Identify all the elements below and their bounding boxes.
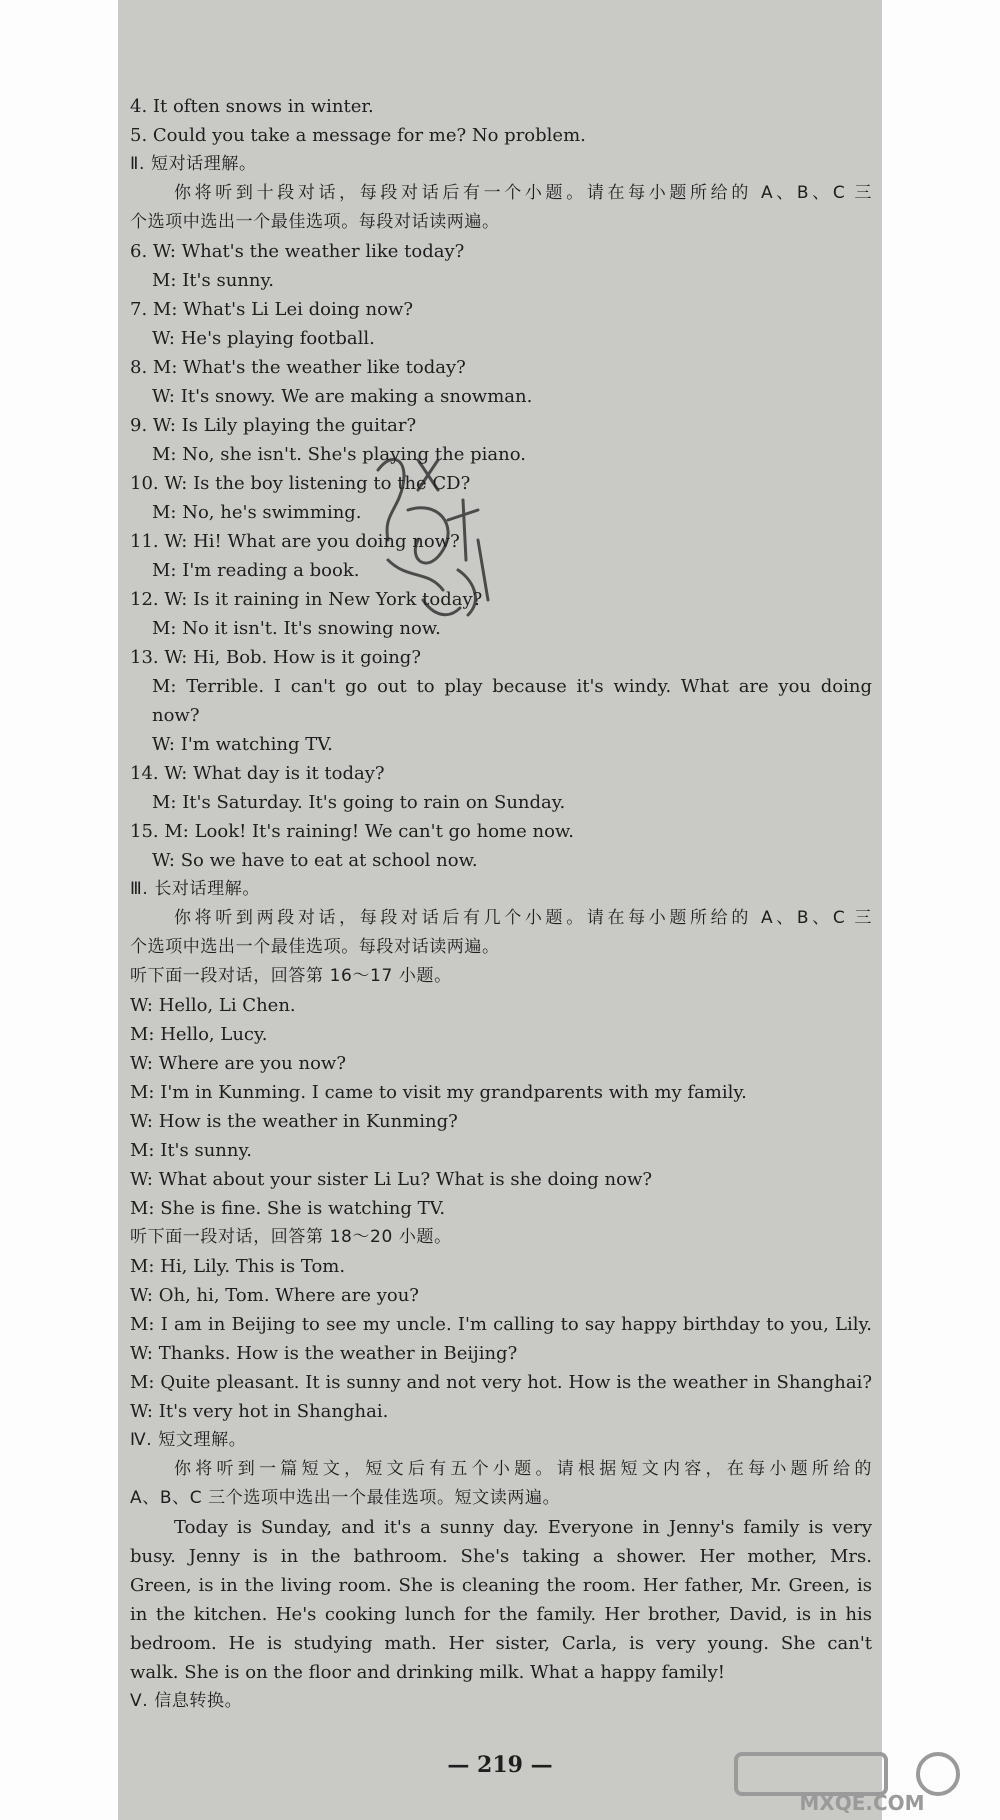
text-line: M: No, she isn't. She's playing the piano.: [152, 444, 526, 465]
text-line: Ⅳ. 短文理解。: [130, 1430, 247, 1450]
text-line: M: Quite pleasant. It is sunny and not very hot. How is the weather in Shanghai?: [130, 1372, 872, 1393]
text-line: 你将听到一篇短文，短文后有五个小题。请根据短文内容，在每小题所给的: [174, 1459, 872, 1479]
text-line: M: I am in Beijing to see my uncle. I'm calling to say happy birthday to you, Lily.: [130, 1314, 872, 1335]
text-line: Ⅴ. 信息转换。: [130, 1691, 243, 1711]
text-line: W: It's very hot in Shanghai.: [130, 1401, 389, 1422]
text-line: W: Oh, hi, Tom. Where are you?: [130, 1285, 419, 1306]
text-line: W: Thanks. How is the weather in Beijing?: [130, 1343, 518, 1364]
text-line: Green, is in the living room. She is cleaning the room. Her father, Mr. Green, is: [130, 1575, 872, 1596]
text-line: M: She is fine. She is watching TV.: [130, 1198, 446, 1219]
text-line: W: He's playing football.: [152, 328, 375, 349]
text-line: M: I'm reading a book.: [152, 560, 360, 581]
text-line: M: I'm in Kunming. I came to visit my grandparents with my family.: [130, 1082, 747, 1103]
text-line: 你将听到两段对话，每段对话后有几个小题。请在每小题所给的 A、B、C 三: [174, 908, 872, 928]
text-line: in the kitchen. He's cooking lunch for the family. Her brother, David, is in his: [130, 1604, 872, 1625]
text-line: busy. Jenny is in the bathroom. She's taking a shower. Her mother, Mrs.: [130, 1546, 872, 1567]
text-line: W: How is the weather in Kunming?: [130, 1111, 458, 1132]
text-line: M: No it isn't. It's snowing now.: [152, 618, 441, 639]
left-margin-strip: [0, 0, 118, 1820]
page-text: [130, 92, 872, 1716]
text-line: M: No, he's swimming.: [152, 502, 362, 523]
text-line: M: Hello, Lucy.: [130, 1024, 268, 1045]
text-line: M: Terrible. I can't go out to play because it's windy. What are you doing: [152, 676, 872, 697]
text-line: 15. M: Look! It's raining! We can't go home now.: [130, 821, 574, 842]
text-line: now?: [152, 705, 200, 726]
text-line: bedroom. He is studying math. Her sister, Carla, is very young. She can't: [130, 1633, 872, 1654]
right-margin-strip: [882, 0, 1000, 1820]
text-line: 6. W: What's the weather like today?: [130, 241, 465, 262]
text-line: 7. M: What's Li Lei doing now?: [130, 299, 414, 320]
text-line: 9. W: Is Lily playing the guitar?: [130, 415, 417, 436]
page-number: — 219 —: [447, 1752, 553, 1778]
text-line: W: Where are you now?: [130, 1053, 346, 1074]
text-line: M: It's sunny.: [152, 270, 274, 291]
watermark-text: MXQE.COM: [799, 1791, 925, 1814]
text-line: 个选项中选出一个最佳选项。每段对话读两遍。: [130, 937, 500, 957]
text-line: Ⅲ. 长对话理解。: [130, 879, 260, 899]
handwritten-stamp: [348, 430, 508, 640]
text-line: 你将听到十段对话，每段对话后有一个小题。请在每小题所给的 A、B、C 三: [174, 183, 872, 203]
text-line: W: I'm watching TV.: [152, 734, 333, 755]
text-line: walk. She is on the floor and drinking milk. What a happy family!: [130, 1662, 725, 1683]
scanned-page: [118, 0, 882, 1820]
text-line: W: So we have to eat at school now.: [152, 850, 478, 871]
text-line: W: It's snowy. We are making a snowman.: [152, 386, 533, 407]
text-line: M: It's sunny.: [130, 1140, 252, 1161]
text-line: 5. Could you take a message for me? No problem.: [130, 125, 586, 146]
text-line: W: Hello, Li Chen.: [130, 995, 296, 1016]
text-line: Ⅱ. 短对话理解。: [130, 154, 257, 174]
watermark-logo: [728, 1748, 996, 1814]
text-line: 8. M: What's the weather like today?: [130, 357, 466, 378]
text-line: 11. W: Hi! What are you doing now?: [130, 531, 460, 552]
text-line: 个选项中选出一个最佳选项。每段对话读两遍。: [130, 212, 500, 232]
text-line: 14. W: What day is it today?: [130, 763, 385, 784]
text-line: A、B、C 三个选项中选出一个最佳选项。短文读两遍。: [130, 1488, 561, 1508]
text-line: 10. W: Is the boy listening to the CD?: [130, 473, 471, 494]
text-line: 听下面一段对话，回答第 18～20 小题。: [130, 1227, 452, 1247]
text-line: 12. W: Is it raining in New York today?: [130, 589, 483, 610]
text-line: W: What about your sister Li Lu? What is she doing now?: [130, 1169, 652, 1190]
text-line: 听下面一段对话，回答第 16～17 小题。: [130, 966, 452, 986]
text-line: 4. It often snows in winter.: [130, 96, 374, 117]
text-line: M: Hi, Lily. This is Tom.: [130, 1256, 346, 1277]
text-line: 13. W: Hi, Bob. How is it going?: [130, 647, 421, 668]
text-line: M: It's Saturday. It's going to rain on Sunday.: [152, 792, 566, 813]
text-line: Today is Sunday, and it's a sunny day. Everyone in Jenny's family is very: [174, 1517, 872, 1538]
